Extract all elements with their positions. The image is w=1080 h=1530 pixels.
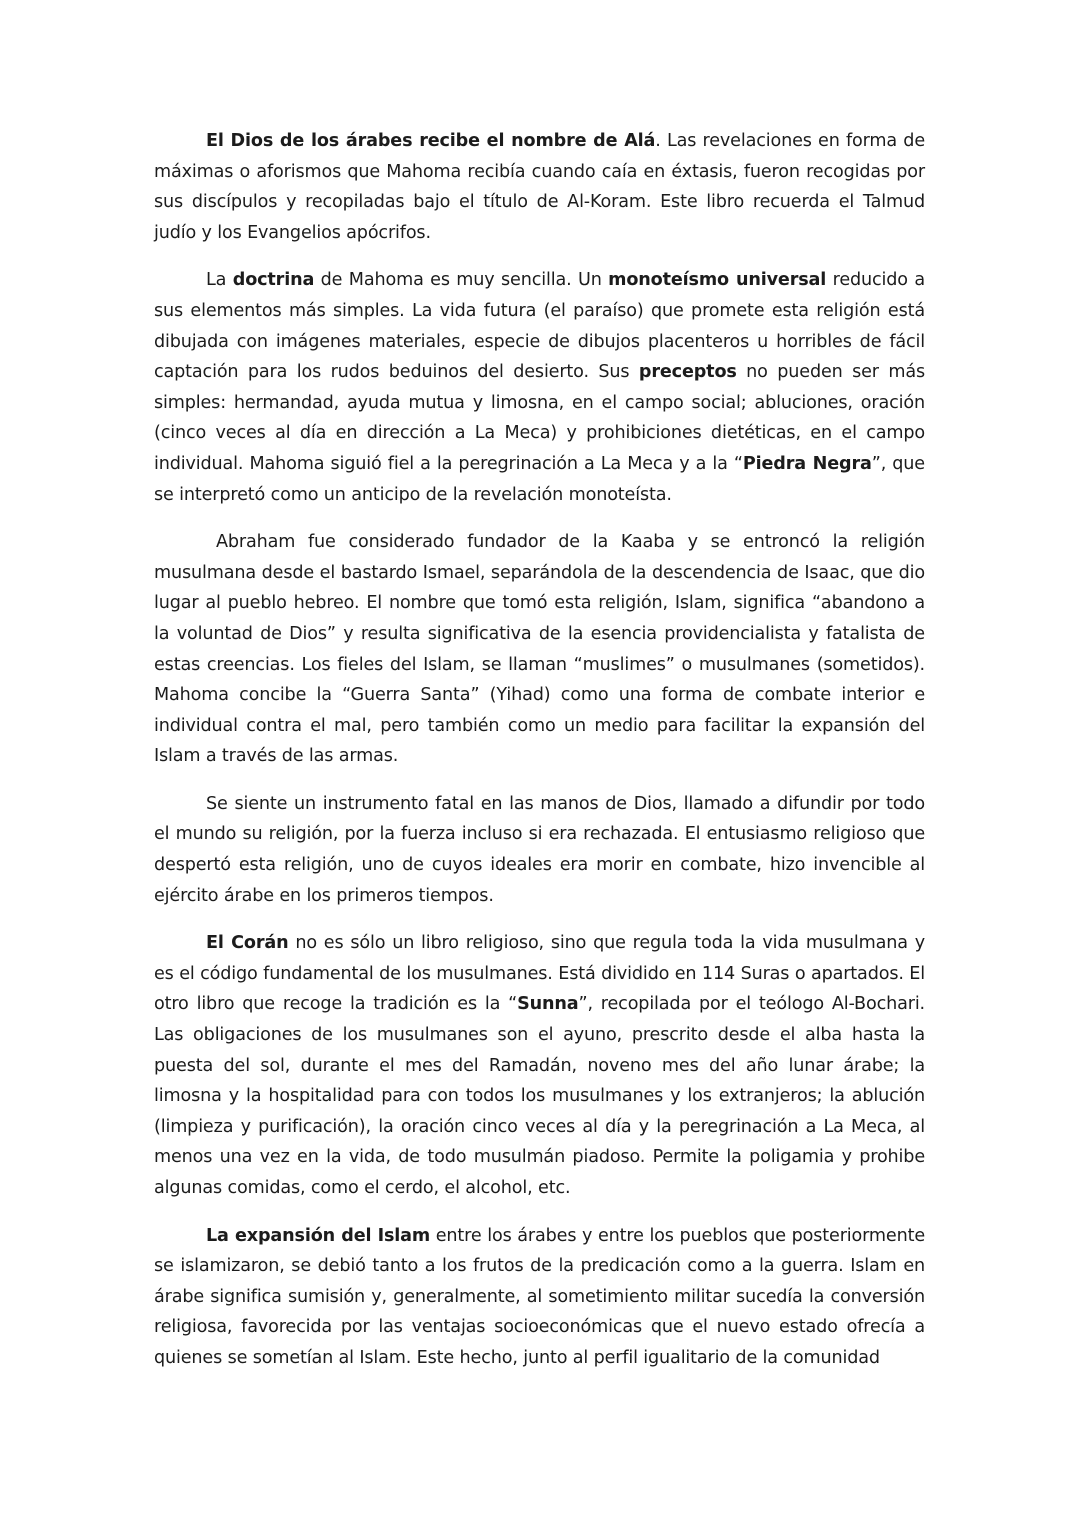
body-text: entre los árabes y entre los pueblos que posteriormente se islamizaron, se debió tanto a los frutos de la predicación como a la guerra. Islam en árabe significa sumisión y, generalmente, al sometimiento militar sucedía la conversión religiosa, favorecida por las ventajas socioeconómicas que el nuevo estado ofrecía a quienes se sometían al Islam. Este hecho, junto al perfil igualitario de la comunidad (154, 1225, 925, 1368)
body-text: . Las revelaciones en forma de máximas o aforismos que Mahoma recibía cuando caía en éxtasis, fueron recogidas por sus discípulos y recopiladas bajo el título de Al-Koram. Este libro recuerda el Talmud judío y los Evangelios apócrifos. (154, 131, 925, 243)
bold-text: El Dios de los árabes recibe el nombre de Alá (206, 131, 656, 151)
paragraph-doctrina (154, 265, 925, 510)
paragraph-ala (154, 126, 925, 248)
paragraph-expansion (154, 1221, 925, 1374)
body-text: no pueden ser más simples: hermandad, ayuda mutua y limosna, en el campo social; abluciones, oración (cinco veces al día en dirección a La Meca) y prohibiciones dietéticas, en el campo individual. Mahoma siguió fiel a la peregrinación a La Meca y a la “ (154, 362, 925, 474)
paragraph-abraham (154, 527, 925, 772)
bold-text: Piedra Negra (742, 453, 872, 474)
body-text: no es sólo un libro religioso, sino que regula toda la vida musulmana y es el código fundamental de los musulmanes. Está dividido en 114 Suras o apartados. El otro libro que recoge la tradición es la “ (154, 933, 925, 1015)
bold-text: Sunna (517, 994, 579, 1015)
body-text: de Mahoma es muy sencilla. Un (314, 270, 609, 291)
bold-text: La expansión del Islam (206, 1225, 431, 1246)
paragraph-coran (154, 928, 925, 1203)
bold-text: El Corán (206, 933, 289, 954)
body-text: ”, que se interpretó como un anticipo de la revelación monoteísta. (154, 453, 925, 505)
body-text: Se siente un instrumento fatal en las manos de Dios, llamado a difundir por todo el mundo su religión, por la fuerza incluso si era rechazada. El entusiasmo religioso que despertó esta religión, uno de cuyos ideales era morir en combate, hizo invencible al ejército árabe en los primeros tiempos. (154, 793, 925, 906)
paragraph-instrumento (154, 789, 925, 911)
body-text: Abraham fue considerado fundador de la Kaaba y se entroncó la religión musulmana desde el bastardo Ismael, separándola de la descendencia de Isaac, que dio lugar al pueblo hebreo. El nombre que tomó esta religión, Islam, significa “abandono a la voluntad de Dios” y resulta significativa de la esencia providencialista y fatalista de estas creencias. Los fieles del Islam, se llaman “muslimes” o musulmanes (sometidos). Mahoma concibe la “Guerra Santa” (Yihad) como una forma de combate interior e individual contra el mal, pero también como un medio para facilitar la expansión del Islam a través de las armas. (154, 532, 925, 767)
bold-text: preceptos (638, 362, 737, 383)
body-text: ”, recopilada por el teólogo Al-Bochari. Las obligaciones de los musulmanes son el ayuno, prescrito desde el alba hasta la puesta del sol, durante el mes del Ramadán, noveno mes del año lunar árabe; la limosna y la hospitalidad para con todos los musulmanes y los extranjeros; la ablución (limpieza y purificación), la oración cinco veces al día y la peregrinación a La Meca, al menos una vez en la vida, de todo musulmán piadoso. Permite la poligamia y prohibe algunas comidas, como el cerdo, el alcohol, etc. (154, 994, 925, 1198)
document-page (154, 126, 925, 1391)
bold-text: doctrina (232, 270, 315, 291)
body-text: La (206, 270, 233, 291)
bold-text: monoteísmo universal (608, 270, 827, 291)
body-text: reducido a sus elementos más simples. La vida futura (el paraíso) que promete esta religión está dibujada con imágenes materiales, especie de dibujos placenteros u horribles de fácil captación para los rudos beduinos del desierto. Sus (154, 270, 925, 383)
